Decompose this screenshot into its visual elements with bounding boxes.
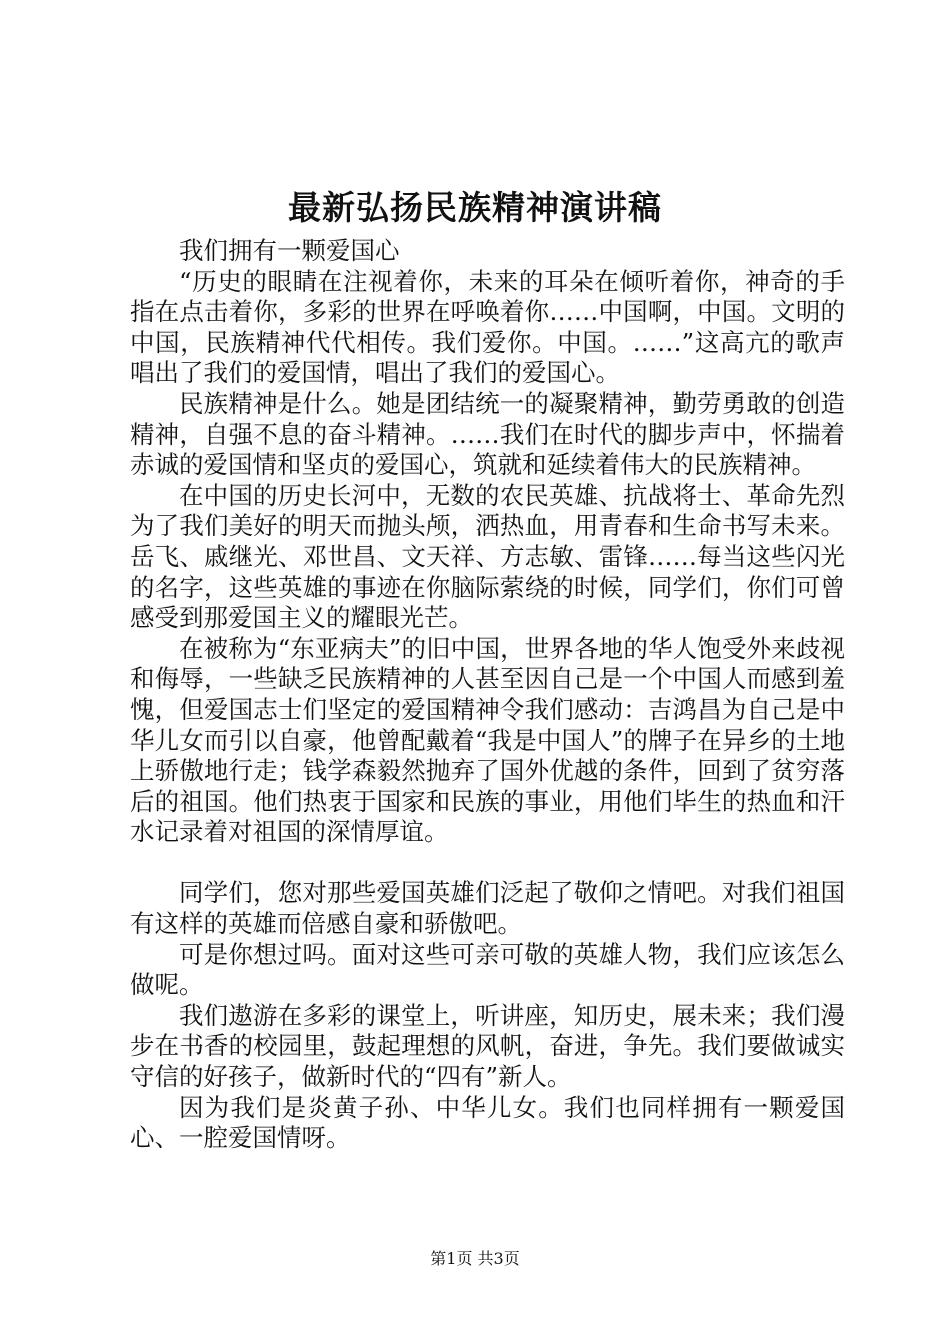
paragraph-spacer bbox=[130, 848, 845, 879]
paragraph: 同学们，您对那些爱国英雄们泛起了敬仰之情吧。对我们祖国有这样的英雄而倍感自豪和骄傲吧。 bbox=[130, 878, 845, 939]
paragraph: 因为我们是炎黄子孙、中华儿女。我们也同样拥有一颗爱国心、一腔爱国情呀。 bbox=[130, 1092, 845, 1153]
paragraph: 在被称为“东亚病夫”的旧中国，世界各地的华人饱受外来歧视和侮辱，一些缺乏民族精神的人甚至因自己是一个中国人而感到羞愧，但爱国志士们坚定的爱国精神令我们感动：吉鸿昌为自己是中华儿女而引以自豪，他曾配戴着“我是中国人”的牌子在异乡的土地上骄傲地行走；钱学森毅然抛弃了国外优越的条件，回到了贫穷落后的祖国。他们热衷于国家和民族的事业，用他们毕生的热血和汗水记录着对祖国的深情厚谊。 bbox=[130, 633, 845, 847]
document-title: 最新弘扬民族精神演讲稿 bbox=[288, 188, 662, 227]
paragraph: 民族精神是什么。她是团结统一的凝聚精神，勤劳勇敢的创造精神，自强不息的奋斗精神。……我们在时代的脚步声中，怀揣着赤诚的爱国情和坚贞的爱国心，筑就和延续着伟大的民族精神。 bbox=[130, 388, 845, 480]
document-body bbox=[130, 236, 845, 1154]
paragraph: “历史的眼睛在注视着你，未来的耳朵在倾听着你，神奇的手指在点击着你，多彩的世界在呼唤着你……中国啊，中国。文明的中国，民族精神代代相传。我们爱你。中国。……”这高亢的歌声唱出了我们的爱国情，唱出了我们的爱国心。 bbox=[130, 266, 845, 388]
paragraph: 我们遨游在多彩的课堂上，听讲座，知历史，展未来；我们漫步在书香的校园里，鼓起理想的风帆，奋进，争先。我们要做诚实守信的好孩子，做新时代的“四有”新人。 bbox=[130, 1000, 845, 1092]
paragraph-subtitle: 我们拥有一颗爱国心 bbox=[179, 236, 400, 265]
paragraph: 可是你想过吗。面对这些可亲可敬的英雄人物，我们应该怎么做呢。 bbox=[130, 939, 845, 1000]
page-footer: 第1页 共3页 bbox=[430, 1249, 520, 1268]
paragraph: 在中国的历史长河中，无数的农民英雄、抗战将士、革命先烈为了我们美好的明天而抛头颅，洒热血，用青春和生命书写未来。岳飞、戚继光、邓世昌、文天祥、方志敏、雷锋……每当这些闪光的名字，这些英雄的事迹在你脑际萦绕的时候，同学们，你们可曾感受到那爱国主义的耀眼光芒。 bbox=[130, 480, 845, 633]
